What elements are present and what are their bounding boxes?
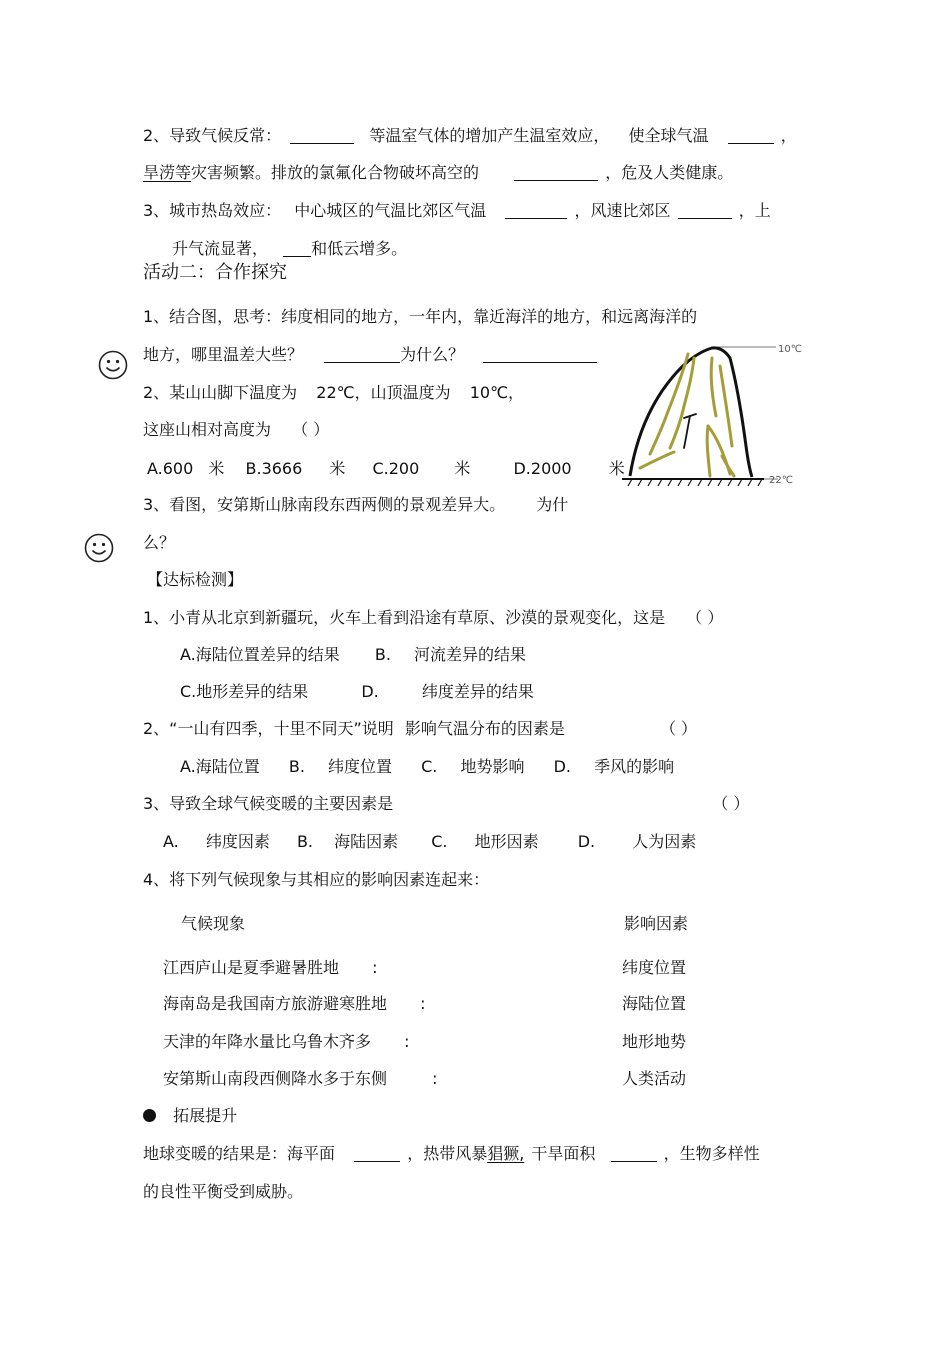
a2-q1-line1: 1、结合图，思考：纬度相同的地方，一年内，靠近海洋的地方，和远离海洋的: [143, 307, 698, 326]
q3-text-e: 升气流显著，: [172, 239, 269, 258]
option-a-unit: 米: [208, 459, 225, 478]
q2-text-b: 等温室气体的增加产生温室效应，: [369, 126, 610, 145]
test-q1-option-b[interactable]: 河流差异的结果: [414, 645, 527, 664]
a2-q2-line2: [143, 420, 329, 440]
test-q3-option-a[interactable]: 纬度因素: [205, 832, 270, 851]
test-q1-option-d[interactable]: 纬度差异的结果: [421, 682, 534, 701]
q3-line1: [143, 201, 771, 221]
test-q1-option-c[interactable]: C.地形差异的结果: [180, 682, 309, 701]
q2-underlined: 旱涝等: [143, 163, 192, 182]
blank-why[interactable]: [483, 346, 597, 363]
match-right-item[interactable]: 人类活动: [622, 1069, 687, 1088]
match-left-item[interactable]: 天津的年降水量比乌鲁木齐多: [163, 1032, 372, 1051]
a2-q2-answer-paren[interactable]: （ ）: [292, 420, 330, 439]
match-row: [163, 1032, 410, 1052]
q3-text-f: 和低云增多。: [311, 239, 408, 258]
test-q3-option-b[interactable]: 海陆因素: [334, 832, 399, 851]
blank-ozone[interactable]: [514, 164, 598, 181]
a2-q2-text-c: 10℃，: [469, 383, 525, 402]
test-q2-option-c-label[interactable]: C.: [421, 757, 438, 776]
extend-text-c: 干旱面积: [531, 1144, 596, 1163]
option-c-unit: 米: [454, 459, 471, 478]
mountain-diagram: [612, 336, 812, 492]
extend-text-a: 地球变暖的结果是：海平面: [143, 1144, 336, 1163]
a2-q1-text-b: 为什么？: [400, 345, 465, 364]
activity2-title: 活动二：合作探究: [143, 262, 287, 283]
mountain-top-temp-label: 10℃: [778, 344, 802, 355]
a2-q3-text-a: 3、看图，安第斯山脉南段东西两侧的景观差异大。: [143, 495, 506, 514]
test-q3-answer-paren[interactable]: （ ）: [712, 794, 750, 813]
match-row: [163, 1069, 438, 1089]
a2-q1-text-a: 地方，哪里温差大些？: [143, 345, 304, 364]
a2-q3-line1: [143, 495, 568, 515]
test-q4: 4、将下列气候现象与其相应的影响因素连起来：: [143, 870, 490, 889]
test-q3-option-d-label[interactable]: D.: [577, 832, 596, 851]
blank-which[interactable]: [324, 346, 400, 363]
test-q1: [143, 608, 723, 628]
extend-title: 拓展提升: [173, 1106, 238, 1125]
q2-line1: [143, 126, 797, 146]
q3-line2: [172, 239, 407, 259]
q3-text-d: ，上: [738, 201, 771, 220]
match-right-item[interactable]: 纬度位置: [622, 958, 687, 977]
test-q3-text: 3、导致全球气候变暖的主要因素是: [143, 794, 394, 813]
a2-q1-line2: [143, 345, 597, 365]
test-q2-option-c[interactable]: 地势影响: [460, 757, 525, 776]
extend-text-b: ，热带风暴: [407, 1144, 488, 1163]
test-q2-answer-paren[interactable]: （ ）: [659, 719, 698, 738]
test-q1-option-d-label[interactable]: D.: [361, 682, 379, 701]
a2-q2-text-b: 22℃，山顶温度为: [316, 383, 451, 402]
match-colon: :: [420, 994, 426, 1013]
blank-wind[interactable]: [678, 202, 732, 219]
match-colon: :: [372, 958, 378, 977]
test-q2: [143, 719, 697, 739]
option-b-unit: 米: [329, 459, 346, 478]
test-q1-options-1: [180, 645, 526, 665]
blank-fog[interactable]: [283, 240, 311, 257]
blank-gas[interactable]: [290, 127, 354, 144]
option-c[interactable]: C.200: [372, 459, 420, 478]
q2-text-a: 2、导致气候反常：: [143, 126, 282, 145]
blank-temp[interactable]: [728, 127, 774, 144]
a2-q3-text-b: 为什: [536, 495, 569, 514]
a2-q2-text-a: 2、某山山脚下温度为: [143, 383, 298, 402]
extend-line2: 的良性平衡受到威胁。: [143, 1182, 304, 1201]
match-left-item[interactable]: 江西庐山是夏季避暑胜地: [163, 958, 340, 977]
test-q1-options-2: [180, 682, 534, 702]
match-left-header: 气候现象: [181, 914, 246, 933]
test-q1-option-b-label[interactable]: B.: [374, 645, 391, 664]
smiley-icon: [83, 532, 115, 564]
test-q2-option-d-label[interactable]: D.: [553, 757, 571, 776]
test-q2-option-d[interactable]: 季风的影响: [594, 757, 675, 776]
test-q2-options: [180, 757, 674, 777]
q2-text-d: ，: [780, 126, 797, 145]
q3-text-a: 3、城市热岛效应：: [143, 201, 282, 220]
test-q3-option-b-label[interactable]: B.: [296, 832, 314, 851]
test-q1-answer-paren[interactable]: （ ）: [686, 608, 724, 627]
match-right-header: 影响因素: [624, 914, 689, 933]
a2-q2-options: [147, 459, 625, 479]
option-a[interactable]: A.600: [147, 459, 194, 478]
test-q2-text-b: 影响气温分布的因素是: [404, 719, 565, 738]
mountain-bottom-temp-label: 22℃: [769, 475, 793, 486]
a2-q2-line1: [143, 383, 524, 403]
blank-sea-level[interactable]: [354, 1145, 400, 1162]
match-right-item[interactable]: 海陆位置: [622, 994, 687, 1013]
extend-title-line: [143, 1106, 237, 1126]
q2-text-f: ，危及人类健康。: [605, 163, 734, 182]
extend-line1: [143, 1144, 760, 1164]
match-row: [163, 958, 378, 978]
extend-underlined: 猖獗,: [487, 1144, 525, 1163]
smiley-icon: [97, 349, 129, 381]
match-left-item[interactable]: 海南岛是我国南方旅游避寒胜地: [163, 994, 388, 1013]
q3-text-c: ，风速比郊区: [574, 201, 671, 220]
option-d-unit: 米: [608, 459, 625, 478]
q3-text-b: 中心城区的气温比郊区气温: [294, 201, 487, 220]
test-q3-option-d[interactable]: 人为因素: [632, 832, 697, 851]
q2-text-e: 灾害频繁。排放的氯氟化合物破坏高空的: [191, 163, 480, 182]
test-q3: [143, 794, 749, 814]
test-q1-text: 1、小青从北京到新疆玩，火车上看到沿途有草原、沙漠的景观变化，这是: [143, 608, 666, 627]
test-q3-options: [163, 832, 696, 852]
test-q3-option-c-label[interactable]: C.: [431, 832, 448, 851]
q2-line2: [143, 163, 733, 183]
test-title: 【达标检测】: [147, 570, 244, 589]
extend-text-d: ，生物多样性: [663, 1144, 760, 1163]
match-right-item[interactable]: 地形地势: [622, 1032, 687, 1051]
a2-q3-line2: 么？: [143, 533, 176, 552]
test-q3-option-c[interactable]: 地形因素: [474, 832, 539, 851]
blank-city-temp[interactable]: [505, 202, 567, 219]
a2-q2-text-d: 这座山相对高度为: [143, 420, 272, 439]
test-q2-option-a[interactable]: A.海陆位置: [180, 757, 260, 776]
test-q2-option-b-label[interactable]: B.: [288, 757, 305, 776]
option-d[interactable]: D.2000: [513, 459, 572, 478]
test-q3-option-a-label[interactable]: A.: [163, 832, 179, 851]
match-colon: :: [432, 1069, 438, 1088]
bullet-icon: [143, 1109, 156, 1122]
blank-drought[interactable]: [611, 1145, 657, 1162]
match-left-item[interactable]: 安第斯山南段西侧降水多于东侧: [163, 1069, 388, 1088]
option-b[interactable]: B.3666: [245, 459, 303, 478]
test-q2-option-b[interactable]: 纬度位置: [328, 757, 393, 776]
match-colon: :: [404, 1032, 410, 1051]
test-q2-text-a: 2、“一山有四季，十里不同天”说明: [143, 719, 394, 738]
q2-text-c: 使全球气温: [628, 126, 709, 145]
test-q1-option-a[interactable]: A.海陆位置差异的结果: [180, 645, 340, 664]
match-row: [163, 994, 426, 1014]
